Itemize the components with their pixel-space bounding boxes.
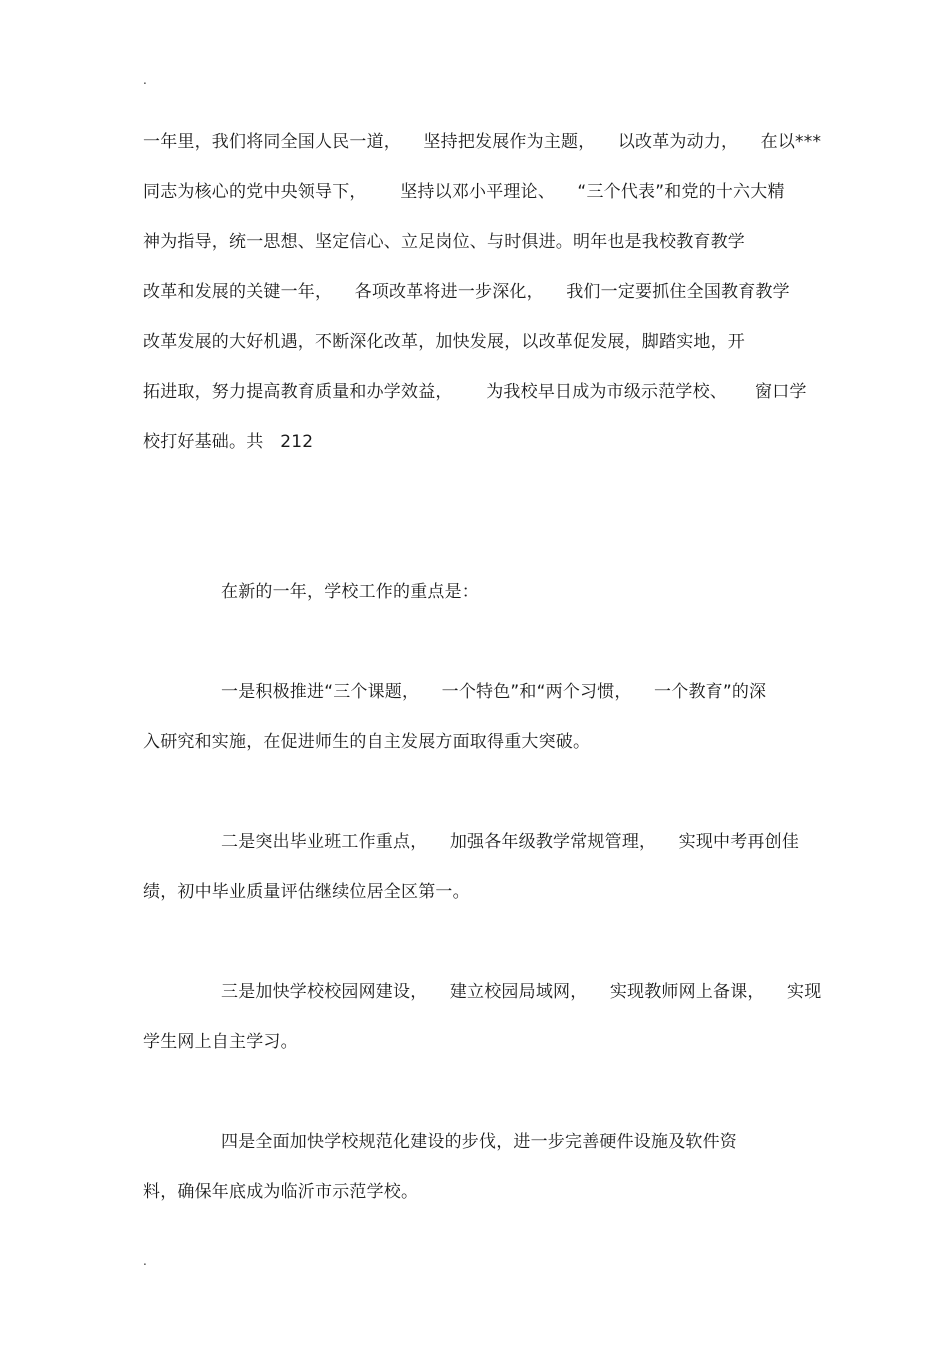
paragraph-intro-line-7: 校打好基础。共 212 [143,432,314,452]
section-lead-in: 在新的一年，学校工作的重点是： [221,582,479,602]
point-two-line-2: 绩，初中毕业质量评估继续位居全区第一。 [143,882,470,902]
top-page-mark: . [143,73,147,87]
point-four-line-1: 四是全面加快学校规范化建设的步伐，进一步完善硬件设施及软件资 [221,1132,737,1152]
point-one-line-1: 一是积极推进“三个课题， 一个特色”和“两个习惯， 一个教育”的深 [221,682,767,702]
paragraph-intro-line-2: 同志为核心的党中央领导下， 坚持以邓小平理论、 “三个代表”和党的十六大精 [143,182,785,202]
paragraph-intro-line-6: 拓进取，努力提高教育质量和办学效益， 为我校早日成为市级示范学校、 窗口学 [143,382,807,402]
point-two-line-1: 二是突出毕业班工作重点， 加强各年级教学常规管理， 实现中考再创佳 [221,832,800,852]
paragraph-intro-line-1: 一年里，我们将同全国人民一道， 坚持把发展作为主题， 以改革为动力， 在以*** [143,132,822,152]
point-three-line-1: 三是加快学校校园网建设， 建立校园局域网， 实现教师网上备课， 实现 [221,982,822,1002]
point-three-line-2: 学生网上自主学习。 [143,1032,298,1052]
paragraph-intro-line-3: 神为指导，统一思想、坚定信心、立足岗位、与时俱进。明年也是我校教育教学 [143,232,745,252]
paragraph-intro-line-5: 改革发展的大好机遇，不断深化改革，加快发展，以改革促发展，脚踏实地，开 [143,332,745,352]
point-four-line-2: 料，确保年底成为临沂市示范学校。 [143,1182,419,1202]
bottom-page-mark: . [143,1254,147,1268]
paragraph-intro-line-4: 改革和发展的关键一年， 各项改革将进一步深化， 我们一定要抓住全国教育教学 [143,282,790,302]
point-one-line-2: 入研究和实施，在促进师生的自主发展方面取得重大突破。 [143,732,591,752]
